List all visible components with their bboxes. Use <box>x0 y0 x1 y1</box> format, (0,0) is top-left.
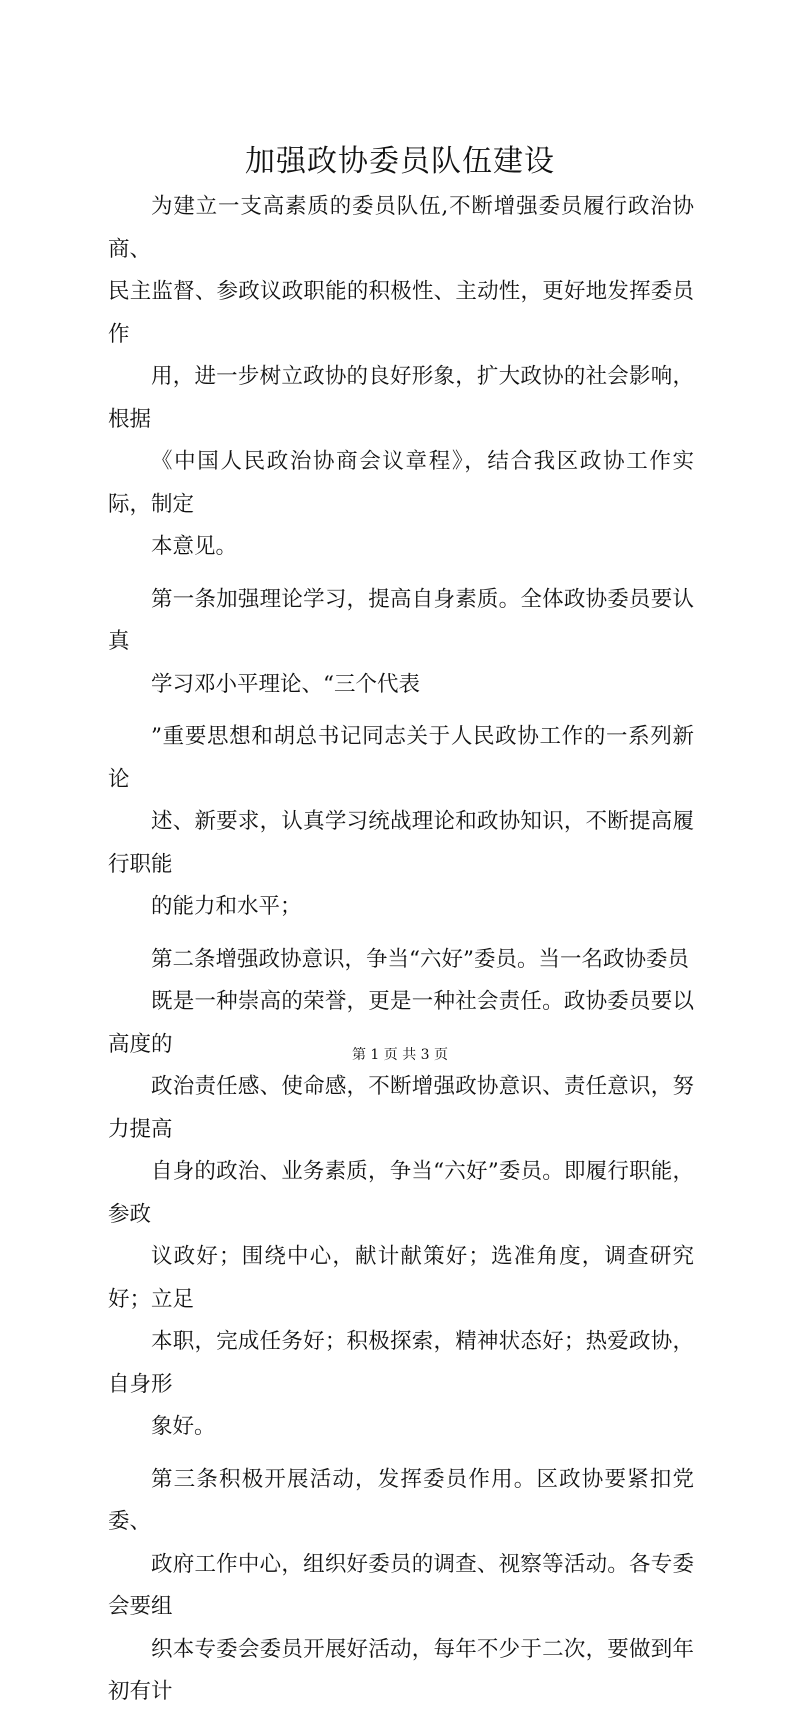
text-line: 象好。 <box>151 1414 216 1439</box>
text-line: 既是一种崇高的荣誉，更是一种社会责任。政协委员要以高度的 <box>108 989 694 1057</box>
text-line: ”重要思想和胡总书记同志关于人民政协工作的一系列新论 <box>108 724 694 792</box>
page-number-footer: 第 1 页 共 3 页 <box>351 1047 449 1063</box>
text-line: 政府工作中心，组织好委员的调查、视察等活动。各专委会要组 <box>108 1551 694 1619</box>
text-line: 第二条增强政协意识，争当“六好”委员。当一名政协委员 <box>151 946 689 972</box>
text-line: 的能力和水平； <box>151 894 302 919</box>
text-line: 为建立一支高素质的委员队伍,不断增强委员履行政治协商、 <box>108 194 694 262</box>
text-line: 自身的政治、业务素质，争当“六好”委员。即履行职能，参政 <box>108 1159 694 1227</box>
text-line: 用，进一步树立政协的良好形象，扩大政协的社会影响，根据 <box>108 364 694 432</box>
document-body <box>108 186 694 1714</box>
text-line: 政治责任感、使命感，不断增强政协意识、责任意识，努力提高 <box>108 1074 694 1142</box>
paragraph-article-3 <box>108 1459 694 1714</box>
text-line: 织本专委会委员开展好活动，每年不少于二次，要做到年初有计 <box>108 1636 694 1704</box>
text-line: 述、新要求，认真学习统战理论和政协知识，不断提高履行职能 <box>108 809 694 877</box>
text-line: 《中国人民政治协商会议章程》，结合我区政协工作实际，制定 <box>108 449 694 517</box>
text-line: 第一条加强理论学习，提高自身素质。全体政协委员要认真 <box>108 586 694 654</box>
text-line: 学习邓小平理论、“三个代表 <box>151 671 420 697</box>
document-title: 加强政协委员队伍建设 <box>245 144 555 179</box>
paragraph-article-2 <box>108 939 694 1449</box>
text-line: 议政好；围绕中心，献计献策好；选准角度，调查研究好；立足 <box>108 1244 694 1312</box>
text-line: 本职，完成任务好；积极探索，精神状态好；热爱政协，自身形 <box>108 1329 694 1397</box>
text-line: 本意见。 <box>151 534 238 559</box>
paragraph-article-1 <box>108 579 694 707</box>
text-line: 第三条积极开展活动，发挥委员作用。区政协要紧扣党委、 <box>108 1466 694 1534</box>
paragraph-article-1-continued <box>108 716 694 929</box>
text-line: 民主监督、参政议政职能的积极性、主动性，更好地发挥委员作 <box>108 279 694 347</box>
paragraph-intro <box>108 186 694 569</box>
